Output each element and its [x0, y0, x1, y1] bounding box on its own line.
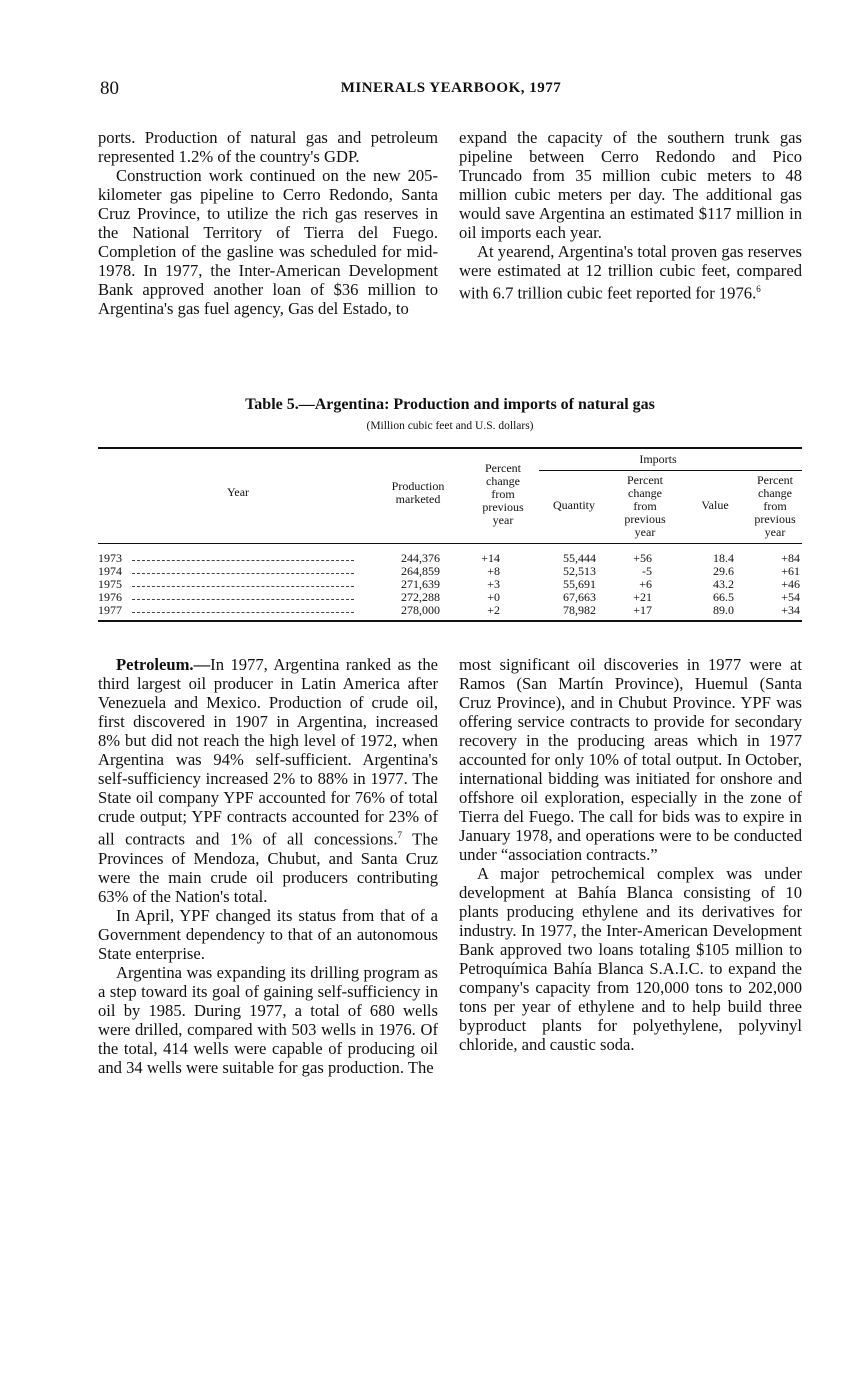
- header-line: previous: [624, 512, 666, 526]
- paragraph: expand the capacity of the southern trunk gas pipeline between Cerro Redondo and Pico Truncado from 35 million cubic meters to 48 million cubic meters per day. The additional gas would save Argentina an estimated $117 million in oil imports each year.: [459, 128, 802, 242]
- cell-value-percent: +61: [781, 564, 800, 578]
- header-line: from: [763, 499, 787, 513]
- cell-quantity-percent: +17: [633, 603, 652, 617]
- leader-dots: [132, 565, 354, 574]
- cell-value-percent: +54: [781, 590, 800, 604]
- cell-value: 29.6: [713, 564, 734, 578]
- table-subtitle: (Million cubic feet and U.S. dollars): [366, 420, 534, 432]
- header-line: from: [633, 499, 657, 513]
- leader-dots: [132, 604, 354, 613]
- cell-quantity: 55,444: [563, 551, 596, 565]
- cell-value-percent: +34: [781, 603, 800, 617]
- cell-year: 1977: [98, 603, 122, 617]
- header-percent-change: [470, 462, 536, 527]
- paragraph-text: In 1977, Argentina ranked as the third largest oil producer in Latin America after Venezuela and Mexico. Production of crude oil, first discovered in 1907 in Argentina, increased 8% but did not reach the high level of 1972, when Argentina was 94% self-sufficient. Argentina's self-sufficiency increased 2% to 88% in 1977. The State oil company YPF accounted for 76% of total crude output; YPF contracts accounted for 23% of all contracts and 1% of all concessions.: [98, 655, 438, 849]
- table-row: [98, 591, 802, 603]
- table-top-rule: [98, 447, 802, 449]
- cell-percent: +8: [487, 564, 500, 578]
- header-line: Percent: [485, 461, 521, 475]
- bottom-left-column: [98, 655, 438, 1077]
- cell-value: 18.4: [713, 551, 734, 565]
- header-quantity: Quantity: [553, 498, 595, 512]
- bottom-right-column: [459, 655, 802, 1054]
- header-line: change: [486, 474, 520, 488]
- section-heading: Petroleum.—: [116, 655, 211, 674]
- cell-value-percent: +46: [781, 577, 800, 591]
- page-number: 80: [100, 78, 119, 99]
- header-line: Production: [391, 479, 445, 493]
- cell-year: 1973: [98, 551, 122, 565]
- table-row: [98, 604, 802, 616]
- cell-quantity: 55,691: [563, 577, 596, 591]
- paragraph: Argentina was expanding its drilling program as a step toward its goal of gaining self-sufficiency in oil by 1985. During 1977, a total of 680 wells were drilled, compared with 503 wells in 1976. Of the total, 414 wells were capable of producing oil and 34 wells were suitable for gas production. The: [98, 962, 438, 1077]
- cell-percent: +3: [487, 577, 500, 591]
- footnote-ref: 6: [756, 284, 761, 294]
- header-line: previous: [482, 500, 524, 514]
- cell-quantity-percent: -5: [642, 564, 652, 578]
- cell-percent: +0: [487, 590, 500, 604]
- cell-year: 1974: [98, 564, 122, 578]
- paragraph: Construction work continued on the new 205-kilometer gas pipeline to Cerro Redondo, Santa Cruz Province, to utilize the rich gas reserves in the National Territory of Tierra del Fuego. Completion of the gasline was scheduled for mid-1978. In 1977, the Inter-American Development Bank approved another loan of $36 million to Argentina's gas fuel agency, Gas del Estado, to: [98, 166, 438, 318]
- cell-quantity: 52,513: [563, 564, 596, 578]
- leader-dots: [132, 578, 354, 587]
- cell-value-percent: +84: [781, 551, 800, 565]
- page-header: [100, 78, 802, 104]
- header-line: change: [628, 486, 662, 500]
- imports-rule: [539, 470, 802, 471]
- table-title: Table 5.—Argentina: Production and imports of natural gas: [245, 396, 655, 413]
- cell-production: 278,000: [401, 603, 440, 617]
- cell-quantity-percent: +56: [633, 551, 652, 565]
- cell-production: 244,376: [401, 551, 440, 565]
- header-line: change: [758, 486, 792, 500]
- header-line: marketed: [395, 492, 441, 506]
- cell-percent: +2: [487, 603, 500, 617]
- header-line: Percent: [627, 473, 663, 487]
- header-quantity-percent: [610, 474, 680, 539]
- table-row: [98, 578, 802, 590]
- header-value: Value: [701, 498, 729, 512]
- footnote-ref: 7: [397, 830, 402, 840]
- paragraph: most significant oil discoveries in 1977 were at Ramos (San Martín Province), Huemul (Santa Cruz Province), and in Chubut Province. YPF was offering service contracts to provide for secondary recovery in the producing areas which in 1977 accounted for only 10% of total output. In October, international bidding was initiated for onshore and offshore oil exploration, especially in the zone of Tierra del Fuego. The call for bids was to expire in January 1978, and operations were to be conducted under “association contracts.”: [459, 655, 802, 864]
- cell-production: 272,288: [401, 590, 440, 604]
- header-line: previous: [754, 512, 796, 526]
- top-left-column: [98, 128, 438, 318]
- header-value-percent: [748, 474, 802, 539]
- table-bottom-rule: [98, 620, 802, 622]
- header-line: year: [634, 525, 656, 539]
- data-table: [98, 444, 802, 622]
- cell-value: 89.0: [713, 603, 734, 617]
- leader-dots: [132, 591, 354, 600]
- header-line: Percent: [757, 473, 793, 487]
- cell-quantity-percent: +21: [633, 590, 652, 604]
- cell-production: 271,639: [401, 577, 440, 591]
- paragraph-text: The Provinces of Mendoza, Chubut, and Santa Cruz were the main crude oil producers contributing 63% of the Nation's total.: [98, 829, 438, 906]
- paragraph: A major petrochemical complex was under development at Bahía Blanca consisting of 10 plants producing ethylene and its derivatives for industry. In 1977, the Inter-American Development Bank approved two loans totaling $105 million to Petroquímica Bahía Blanca S.A.I.C. to expand the company's capacity from 120,000 tons to 202,000 tons per year of ethylene and to help build three byproduct plants for polyethylene, polyvinyl chloride, and caustic soda.: [459, 864, 802, 1054]
- cell-year: 1975: [98, 577, 122, 591]
- cell-percent: +14: [481, 551, 500, 565]
- cell-quantity-percent: +6: [639, 577, 652, 591]
- header-production: [378, 480, 458, 506]
- running-title: MINERALS YEARBOOK, 1977: [340, 80, 562, 96]
- header-line: year: [492, 513, 514, 527]
- header-imports: Imports: [639, 452, 677, 466]
- leader-dots: [132, 552, 354, 561]
- cell-value: 43.2: [713, 577, 734, 591]
- paragraph: ports. Production of natural gas and petroleum represented 1.2% of the country's GDP.: [98, 128, 438, 166]
- cell-value: 66.5: [713, 590, 734, 604]
- cell-production: 264,859: [401, 564, 440, 578]
- paragraph: [459, 242, 802, 303]
- table-row: [98, 565, 802, 577]
- cell-quantity: 78,982: [563, 603, 596, 617]
- cell-quantity: 67,663: [563, 590, 596, 604]
- cell-year: 1976: [98, 590, 122, 604]
- paragraph: [98, 655, 438, 906]
- header-line: from: [491, 487, 515, 501]
- paragraph-text: At yearend, Argentina's total proven gas reserves were estimated at 12 trillion cubic feet, compared with 6.7 trillion cubic feet reported for 1976.: [459, 242, 802, 303]
- table-row: [98, 552, 802, 564]
- header-year: Year: [226, 485, 250, 499]
- header-rule: [98, 543, 802, 544]
- header-line: year: [764, 525, 786, 539]
- paragraph: In April, YPF changed its status from that of a Government dependency to that of an autonomous State enterprise.: [98, 905, 438, 963]
- top-right-column: [459, 128, 802, 303]
